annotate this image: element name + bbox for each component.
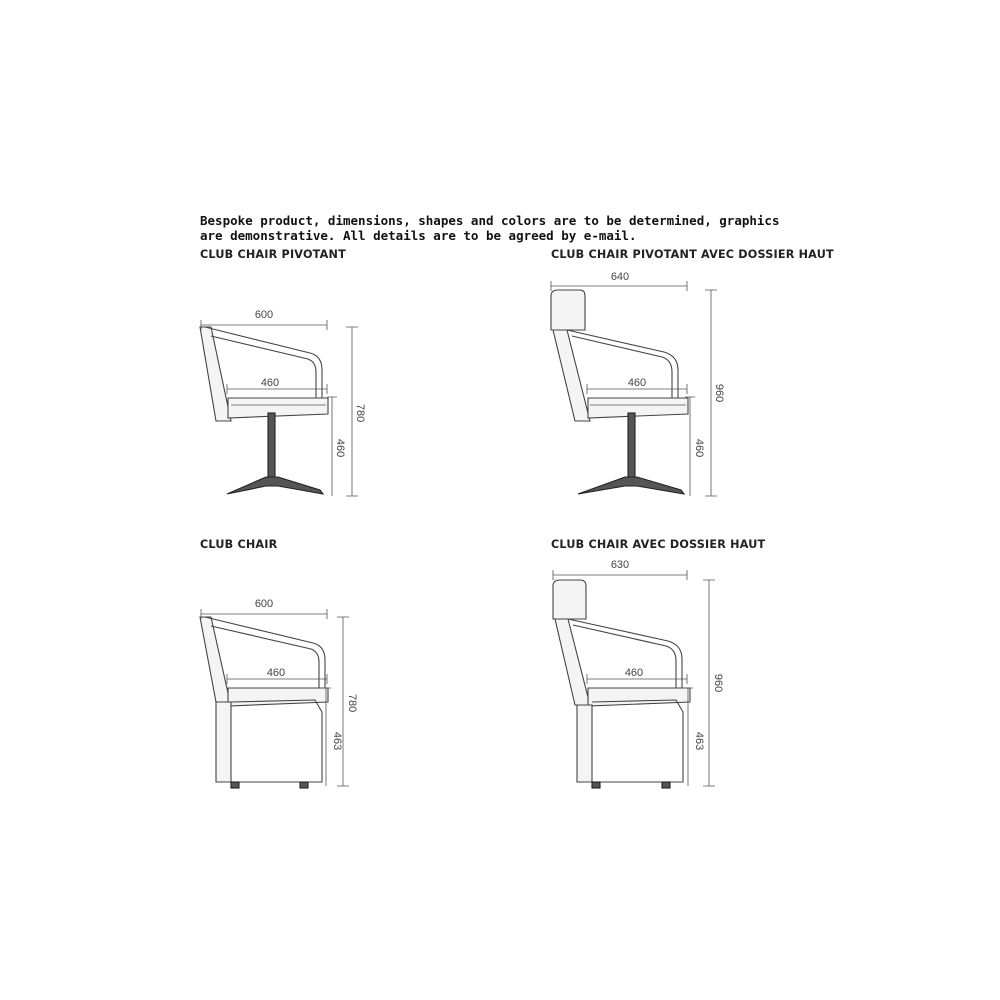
seat-depth-label: 460 [260,377,280,389]
view-club-chair [200,598,358,788]
chair-outline [553,580,690,788]
seat-depth-label: 460 [624,667,644,679]
view-club-chair-pivotant [200,309,366,496]
view-club-chair-pivotant-dossier-haut [551,271,725,496]
width-label: 600 [254,598,274,610]
swivel-base [578,413,684,494]
width-label: 600 [254,309,274,321]
chair-outline [200,617,328,788]
total-height-label: 780 [354,403,366,423]
disclaimer-line-2: are demonstrative. All details are to be agreed by e-mail. [200,228,637,243]
seat-depth-label: 460 [266,667,286,679]
total-height-label: 960 [713,383,725,403]
width-label: 640 [610,271,630,283]
title-club-chair: CLUB CHAIR [200,538,278,551]
width-label: 630 [610,559,630,571]
seat-height-label: 463 [331,731,343,751]
seat-height-label: 463 [693,731,705,751]
seat-height-label: 460 [334,438,346,458]
title-club-chair-pivotant: CLUB CHAIR PIVOTANT [200,248,346,261]
chair-outline [551,290,688,421]
seat-depth-label: 460 [627,377,647,389]
total-height-label: 960 [712,673,724,693]
total-height-label: 780 [346,693,358,713]
swivel-base [227,413,323,494]
seat-height-label: 460 [693,438,705,458]
view-club-chair-dossier-haut [553,559,724,788]
title-club-chair-pivotant-dossier-haut: CLUB CHAIR PIVOTANT AVEC DOSSIER HAUT [551,248,834,261]
disclaimer-line-1: Bespoke product, dimensions, shapes and colors are to be determined, graphics [200,213,780,228]
title-club-chair-dossier-haut: CLUB CHAIR AVEC DOSSIER HAUT [551,538,766,551]
chair-outline [200,327,328,421]
